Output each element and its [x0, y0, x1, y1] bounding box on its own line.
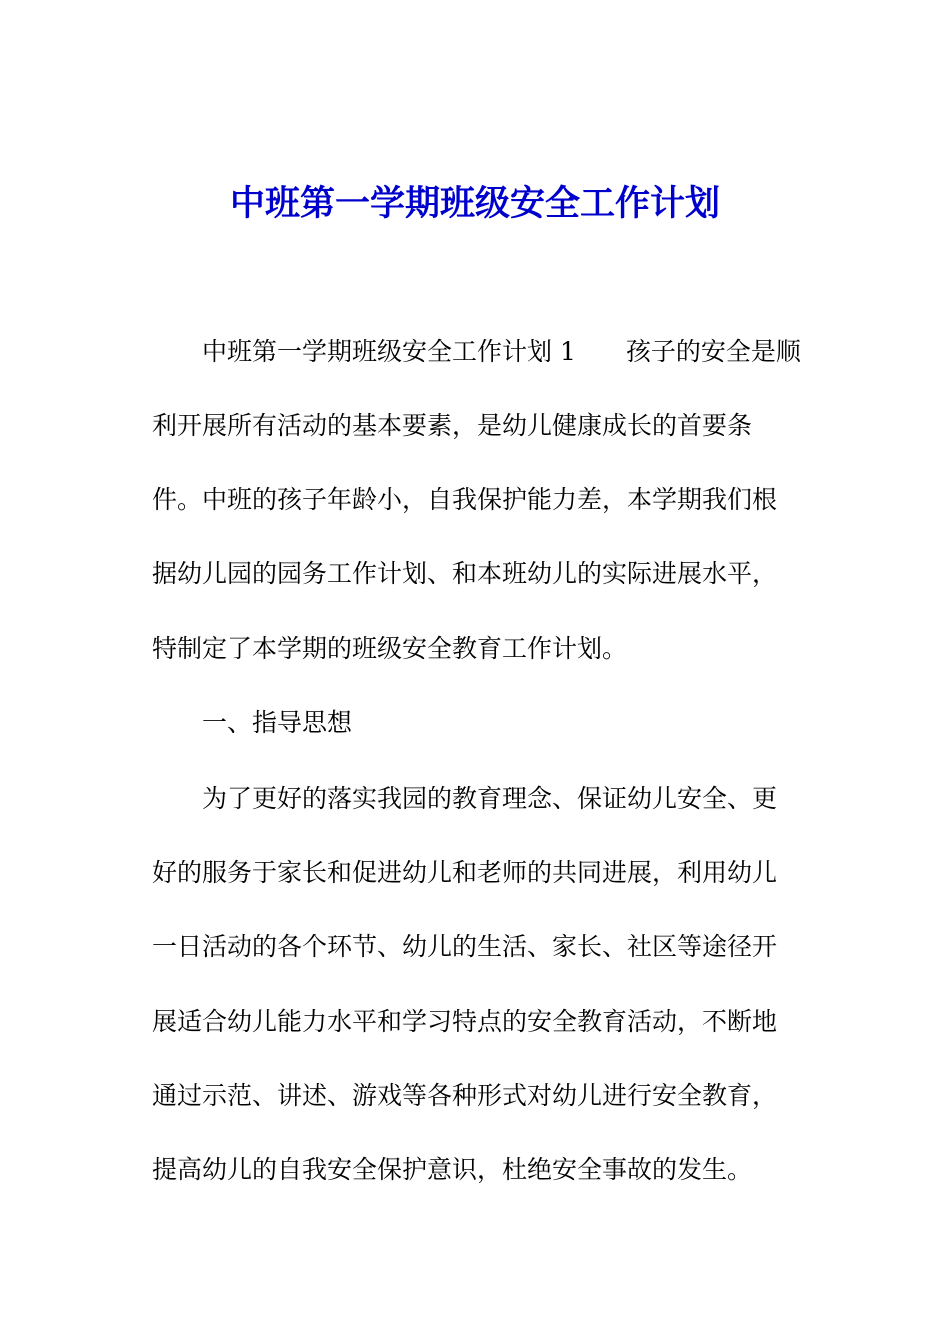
body-line: 一日活动的各个环节、幼儿的生活、家长、社区等途径开 — [152, 932, 778, 961]
body-line: 为了更好的落实我园的教育理念、保证幼儿安全、更 — [202, 784, 778, 813]
body-line: 据幼儿园的园务工作计划、和本班幼儿的实际进展水平， — [152, 559, 778, 588]
body-line: 中班第一学期班级安全工作计划 1 孩子的安全是顺 — [202, 337, 801, 366]
body-line: 好的服务于家长和促进幼儿和老师的共同进展，利用幼儿 — [152, 858, 778, 887]
body-line: 通过示范、讲述、游戏等各种形式对幼儿进行安全教育， — [152, 1081, 778, 1110]
body-line: 利开展所有活动的基本要素，是幼儿健康成长的首要条 — [152, 411, 753, 440]
body-line: 提高幼儿的自我安全保护意识，杜绝安全事故的发生。 — [152, 1155, 753, 1184]
section-heading: 一、指导思想 — [202, 708, 353, 737]
document-title: 中班第一学期班级安全工作计划 — [229, 183, 720, 224]
body-line: 特制定了本学期的班级安全教育工作计划。 — [152, 634, 628, 663]
body-line: 展适合幼儿能力水平和学习特点的安全教育活动，不断地 — [152, 1007, 778, 1036]
body-line: 件。中班的孩子年龄小，自我保护能力差，本学期我们根 — [152, 485, 778, 514]
